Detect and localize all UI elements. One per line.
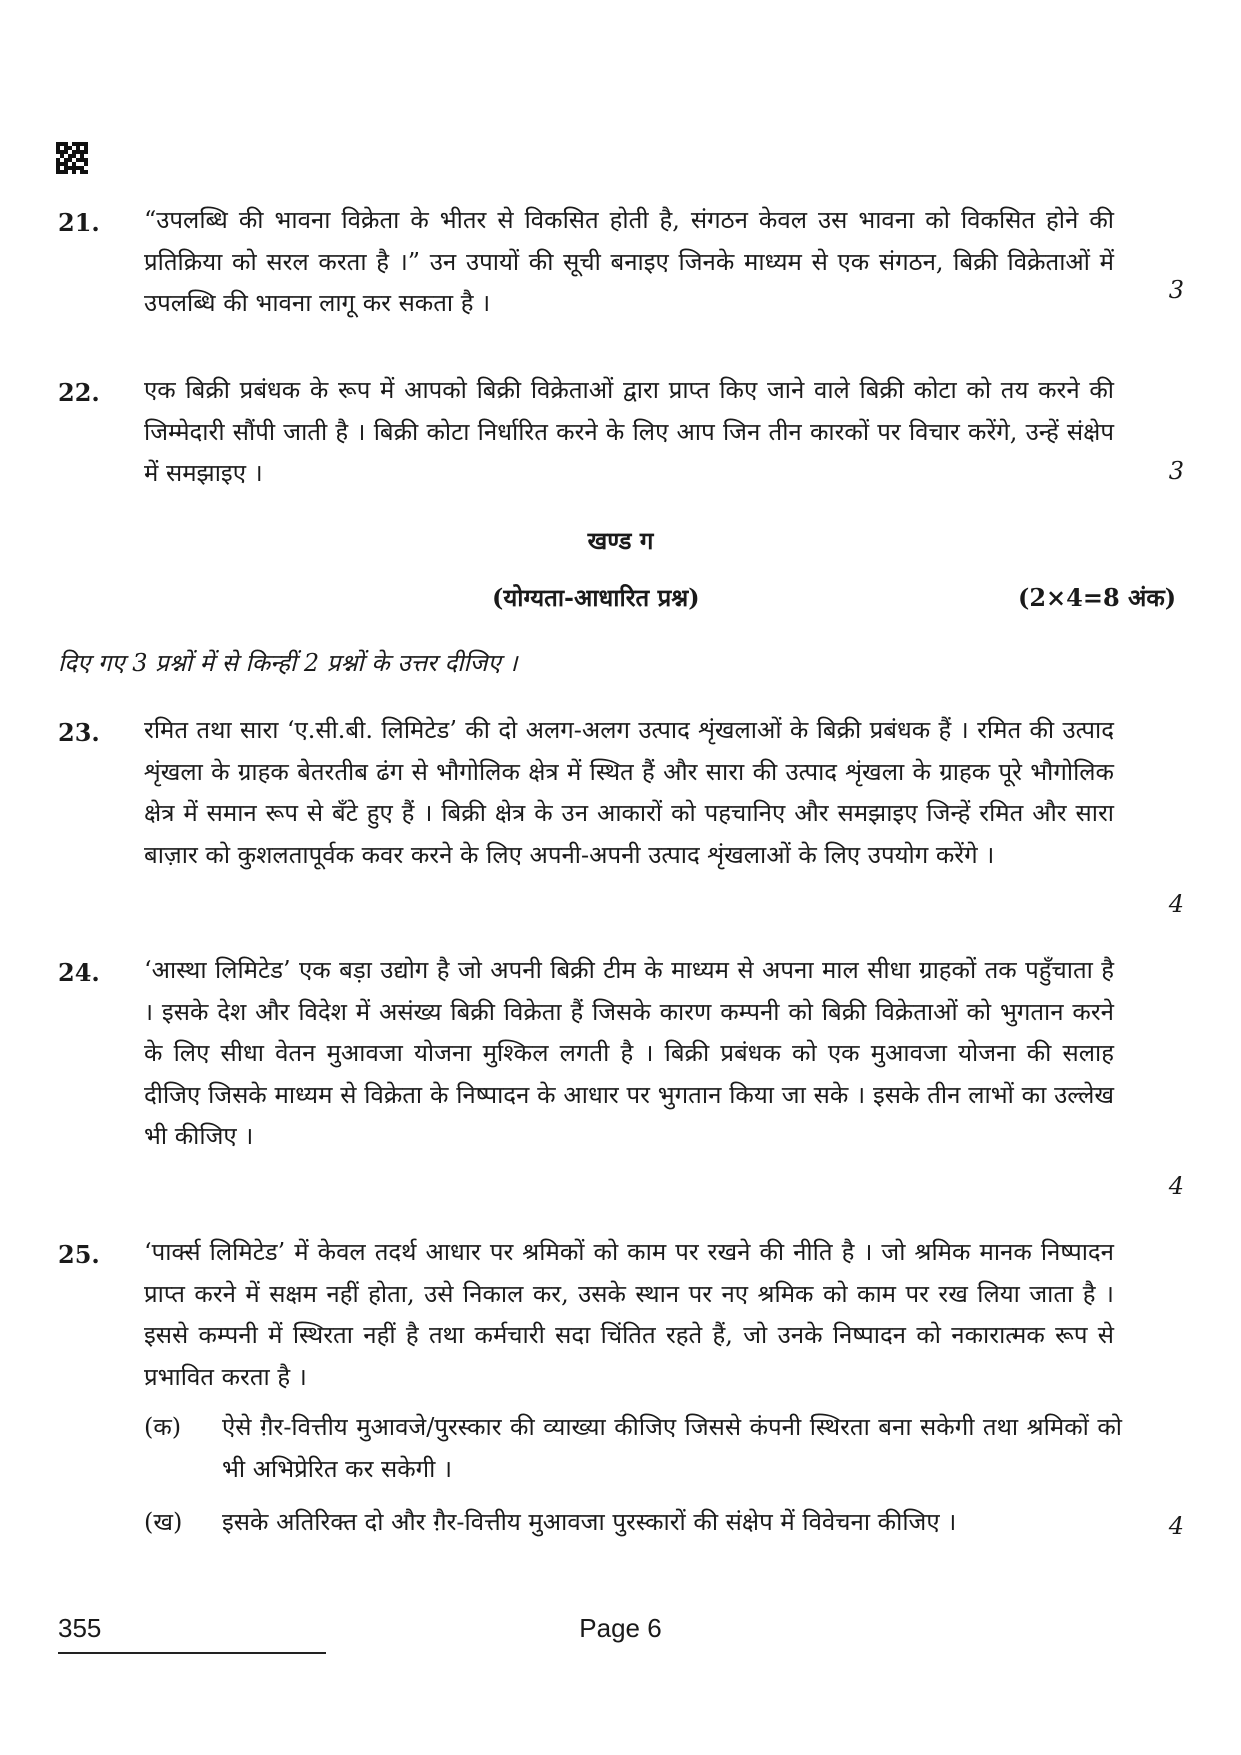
paper-code: 355: [58, 1613, 102, 1643]
section-title: खण्ड ग: [587, 526, 654, 555]
page-number: Page 6: [579, 1613, 662, 1643]
sub-question-text: ऐसे ग़ैर-वित्तीय मुआवजे/पुरस्कार की व्याख्या कीजिए जिससे कंपनी स्थिरता बना सकेगी तथा श्रमिकों को भी अभिप्रेरित कर सकेगी ।: [222, 1413, 1122, 1483]
section-marks: (2×4=8 अंक): [1018, 583, 1177, 612]
question-marks: 4: [1168, 1512, 1184, 1540]
question-marks: 4: [1168, 890, 1184, 918]
sub-question-label: (ख): [144, 1508, 183, 1536]
question-text: रमित तथा सारा ‘ए.सी.बी. लिमिटेड’ की दो अलग-अलग उत्पाद शृंखलाओं के बिक्री प्रबंधक हैं । रमित की उत्पाद शृंखला के ग्राहक बेतरतीब ढंग से भौगोलिक क्षेत्र में स्थित हैं और सारा की उत्पाद शृंखला के ग्राहक पूरे भौगोलिक क्षेत्र में समान रूप से बँटे हुए हैं । बिक्री क्षेत्र के उन आकारों को पहचानिए और समझाइए जिन्हें रमित और सारा बाज़ार को कुशलतापूर्वक कवर करने के लिए अपनी-अपनी उत्पाद शृंखलाओं के लिए उपयोग करेंगे ।: [144, 716, 1114, 869]
question-number: 25.: [58, 1240, 100, 1269]
qr-code: [56, 142, 88, 174]
sub-question-label: (क): [144, 1413, 182, 1441]
question-text: एक बिक्री प्रबंधक के रूप में आपको बिक्री विक्रेताओं द्वारा प्राप्त किए जाने वाले बिक्री कोटा को तय करने की जिम्मेदारी सौंपी जाती है । बिक्री कोटा निर्धारित करने के लिए आप जिन तीन कारकों पर विचार करेंगे, उन्हें संक्षेप में समझाइए ।: [144, 376, 1114, 487]
footer-rule: [58, 1652, 326, 1654]
question-text: “उपलब्धि की भावना विक्रेता के भीतर से विकसित होती है, संगठन केवल उस भावना को विकसित होने की प्रतिक्रिया को सरल करता है ।” उन उपायों की सूची बनाइए जिनके माध्यम से एक संगठन, बिक्री विक्रेताओं में उपलब्धि की भावना लागू कर सकता है ।: [144, 206, 1114, 317]
question-text: ‘पार्क्स लिमिटेड’ में केवल तदर्थ आधार पर श्रमिकों को काम पर रखने की नीति है । जो श्रमिक मानक निष्पादन प्राप्त करने में सक्षम नहीं होता, उसे निकाल कर, उसके स्थान पर नए श्रमिक को काम पर रख लिया जाता है । इससे कम्पनी में स्थिरता नहीं है तथा कर्मचारी सदा चिंतित रहते हैं, जो उनके निष्पादन को नकारात्मक रूप से प्रभावित करता है ।: [144, 1238, 1114, 1391]
section-instruction: दिए गए 3 प्रश्नों में से किन्हीं 2 प्रश्नों के उत्तर दीजिए ।: [58, 649, 518, 677]
sub-question-text: इसके अतिरिक्त दो और ग़ैर-वित्तीय मुआवजा पुरस्कारों की संक्षेप में विवेचना कीजिए ।: [222, 1508, 957, 1536]
question-number: 24.: [58, 958, 100, 987]
question-number: 21.: [58, 208, 100, 237]
question-marks: 3: [1168, 276, 1184, 304]
question-marks: 3: [1168, 457, 1184, 485]
question-marks: 4: [1168, 1172, 1184, 1200]
question-text: ‘आस्था लिमिटेड’ एक बड़ा उद्योग है जो अपनी बिक्री टीम के माध्यम से अपना माल सीधा ग्राहकों तक पहुँचाता है । इसके देश और विदेश में असंख्य बिक्री विक्रेता हैं जिसके कारण कम्पनी को बिक्री विक्रेताओं को भुगतान करने के लिए सीधा वेतन मुआवजा योजना मुश्किल लगती है । बिक्री प्रबंधक को एक मुआवजा योजना की सलाह दीजिए जिसके माध्यम से विक्रेता के निष्पादन के आधार पर भुगतान किया जा सके । इसके तीन लाभों का उल्लेख भी कीजिए ।: [144, 956, 1114, 1150]
question-number: 22.: [58, 378, 100, 407]
section-subtitle: (योग्यता-आधारित प्रश्न): [492, 583, 700, 612]
question-number: 23.: [58, 718, 100, 747]
